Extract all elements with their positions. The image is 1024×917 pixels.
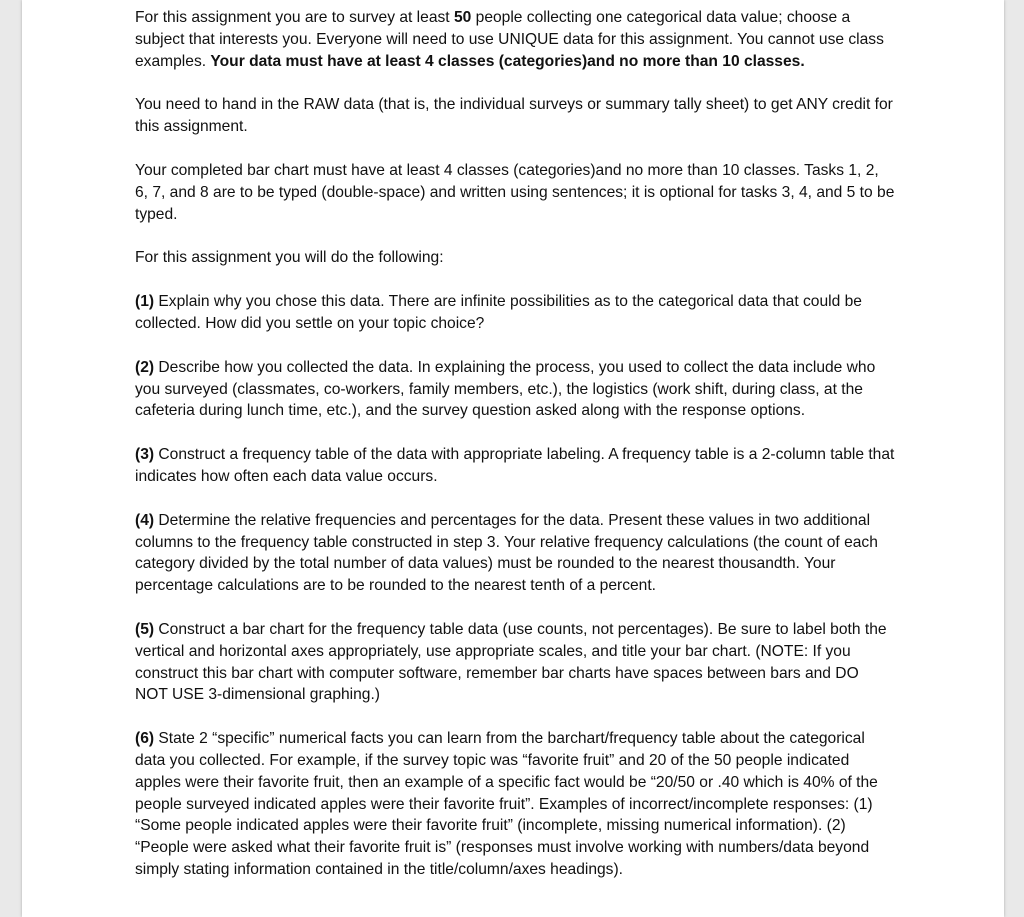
task-text: Determine the relative frequencies and percentages for the data. Present these values in two additional columns to the frequency table constructed in step 3. Your relative frequency calculations (the count of each category divided by the total number of data values) must be rounded to the nearest thousandth. Your percentage calculations are to be rounded to the nearest tenth of a percent.: [135, 511, 878, 595]
intro-text-1: For this assignment you are to survey at least: [135, 9, 454, 26]
raw-data-paragraph: You need to hand in the RAW data (that is, the individual surveys or summary tally sheet) to get ANY credit for this assignment.: [135, 96, 893, 136]
task-6: [135, 728, 895, 881]
intro-text-2: people collecting one categorical data value; choose a subject that interests you. Everyone will need to use UNIQUE data for this assignment. You cannot use class examples.: [135, 9, 884, 70]
task-number: (6): [135, 730, 155, 748]
task-2: [135, 357, 895, 422]
task-number: (1): [135, 293, 155, 311]
task-text: Describe how you collected the data. In explaining the process, you used to collect the data include who you surveyed (classmates, co-workers, family members, etc.), the logistics (work shift, during class, at the cafeteria during lunch time, etc.), and the survey question asked along with the response options.: [135, 358, 876, 420]
task-number: (4): [135, 511, 155, 529]
task-5: [135, 619, 895, 706]
survey-count: 50: [453, 9, 472, 26]
task-number: (2): [135, 358, 155, 376]
task-1: [135, 291, 895, 335]
task-3: [135, 444, 895, 488]
lead-in-paragraph: For this assignment you will do the following:: [135, 249, 444, 267]
task-number: (3): [135, 446, 155, 464]
intro-paragraph: [135, 7, 895, 72]
task-text: State 2 “specific” numerical facts you can learn from the barchart/frequency table about the categorical data you collected. For example, if the survey topic was “favorite fruit” and 20 of the 50 people indicated apples were their favorite fruit, then an example of a specific fact would be “20/50 or .40 which is 40% of the people surveyed indicated apples were their favorite fruit”. Examples of incorrect/incomplete responses: (1) “Some people indicated apples were their favorite fruit” (incomplete, missing numerical information). (2) “People were asked what their favorite fruit is” (responses must involve working with numbers/data beyond simply stating information contained in the title/column/axes headings).: [135, 730, 878, 878]
class-rule: Your data must have at least 4 classes (categories)and no more than 10 classes.: [210, 52, 805, 70]
task-text: Explain why you chose this data. There are infinite possibilities as to the categorical data that could be collected. How did you settle on your topic choice?: [135, 293, 862, 332]
task-number: (5): [135, 620, 155, 638]
task-4: [135, 510, 895, 597]
task-text: Construct a frequency table of the data with appropriate labeling. A frequency table is a 2-column table that indicates how often each data value occurs.: [135, 446, 895, 485]
document-body: [135, 7, 895, 903]
document-page: [22, 0, 1004, 917]
bar-chart-requirement-paragraph: Your completed bar chart must have at least 4 classes (categories)and no more than 10 classes. Tasks 1, 2, 6, 7, and 8 are to be typed (double-space) and written using sentences; it is optional for tasks 3, 4, and 5 to be typed.: [135, 161, 895, 223]
task-text: Construct a bar chart for the frequency table data (use counts, not percentages). Be sure to label both the vertical and horizontal axes appropriately, use appropriate scales, and title your bar chart. (NOTE: If you construct this bar chart with computer software, remember bar charts have spaces between bars and DO NOT USE 3-dimensional graphing.): [135, 620, 887, 704]
